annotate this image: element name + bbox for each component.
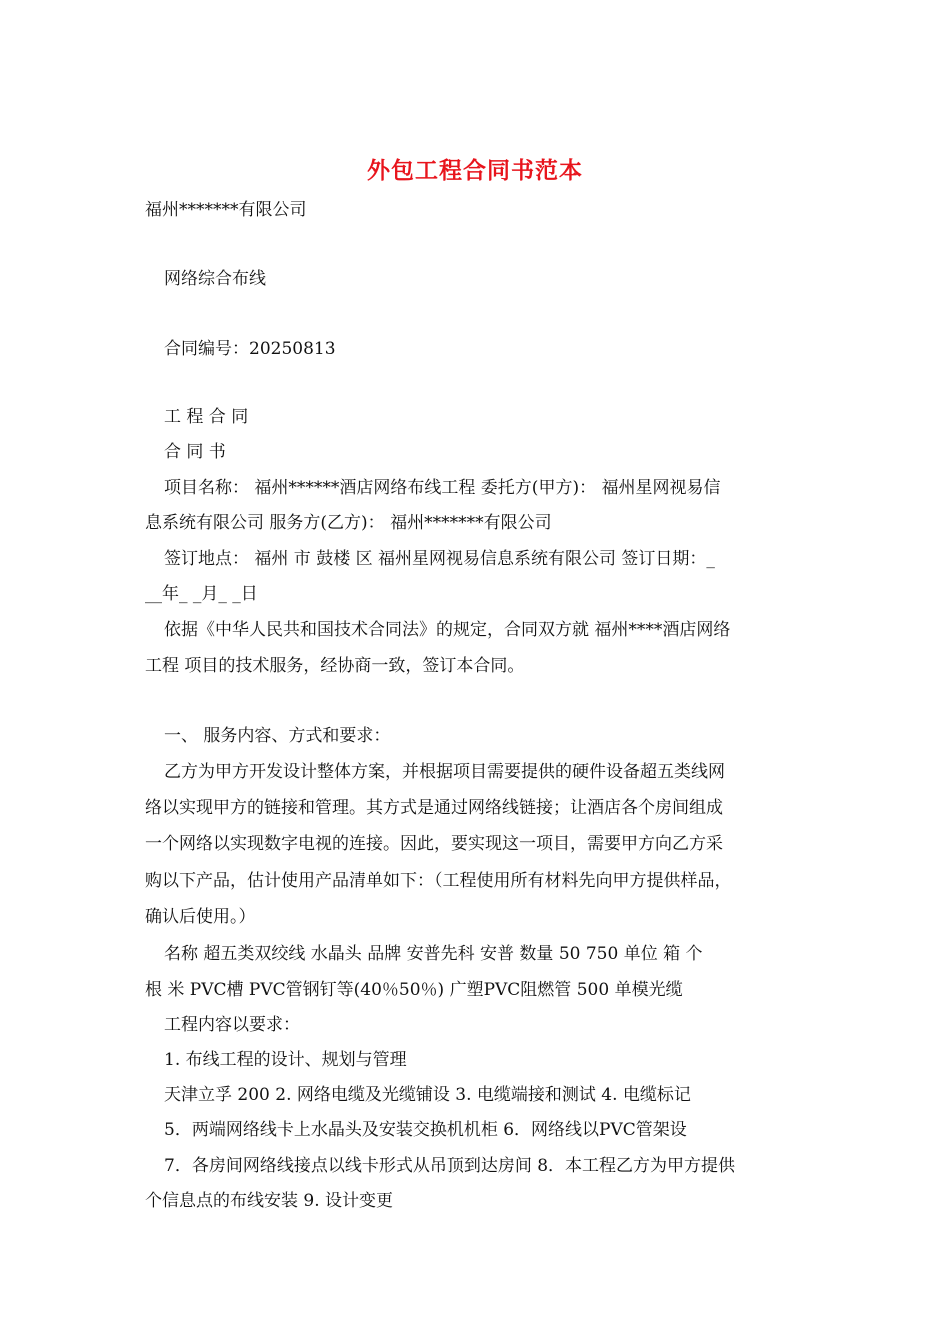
document-title: 外包工程合同书范本 xyxy=(367,157,583,184)
project-type: 网络综合布线 xyxy=(164,269,266,289)
list-item: 个信息点的布线安装 9. 设计变更 xyxy=(145,1191,394,1211)
company-name: 福州*******有限公司 xyxy=(145,200,307,220)
paragraph-line: 确认后使用。） xyxy=(145,907,256,927)
list-item: 1. 布线工程的设计、规划与管理 xyxy=(164,1050,407,1070)
heading-contract-book: 合 同 书 xyxy=(164,442,226,462)
paragraph-line: 息系统有限公司 服务方(乙方)： 福州*******有限公司 xyxy=(145,513,552,533)
paragraph-line: 项目名称： 福州******酒店网络布线工程 委托方(甲方)： 福州星网视易信 xyxy=(164,478,721,498)
list-item: 7．各房间网络线接点以线卡形式从吊顶到达房间 8．本工程乙方为甲方提供 xyxy=(164,1156,736,1176)
paragraph-line: 工程内容以要求： xyxy=(164,1015,300,1035)
paragraph-line: 根 米 PVC槽 PVC管钢钉等(40％50％) 广塑PVC阻燃管 500 单模光缆 xyxy=(145,980,683,1000)
paragraph-line: 工程 项目的技术服务，经协商一致，签订本合同。 xyxy=(145,656,525,676)
paragraph-line: 络以实现甲方的链接和管理。其方式是通过网络线链接；让酒店各个房间组成 xyxy=(145,798,723,818)
paragraph-line: 签订地点： 福州 市 鼓楼 区 福州星网视易信息系统有限公司 签订日期：_ xyxy=(164,549,715,569)
contract-number: 合同编号：20250813 xyxy=(164,339,336,359)
paragraph-line: 购以下产品，估计使用产品清单如下：（工程使用所有材料先向甲方提供样品， xyxy=(145,871,732,891)
paragraph-line: 乙方为甲方开发设计整体方案，并根据项目需要提供的硬件设备超五类线网 xyxy=(164,762,725,782)
section-heading: 一、 服务内容、方式和要求： xyxy=(164,726,391,746)
list-item: 5．两端网络线卡上水晶头及安装交换机机柜 6．网络线以PVC管架设 xyxy=(164,1120,687,1140)
paragraph-line: 一个网络以实现数字电视的连接。因此，要实现这一项目，需要甲方向乙方采 xyxy=(145,834,723,854)
paragraph-line: 依据《中华人民共和国技术合同法》的规定，合同双方就 福州****酒店网络 xyxy=(164,620,731,640)
list-item: 天津立孚 200 2. 网络电缆及光缆铺设 3. 电缆端接和测试 4. 电缆标记 xyxy=(164,1085,691,1105)
paragraph-line: __年_ _月_ _日 xyxy=(145,584,258,604)
paragraph-line: 名称 超五类双绞线 水晶头 品牌 安普先科 安普 数量 50 750 单位 箱 个 xyxy=(164,944,703,964)
heading-engineering-contract: 工 程 合 同 xyxy=(164,407,249,427)
